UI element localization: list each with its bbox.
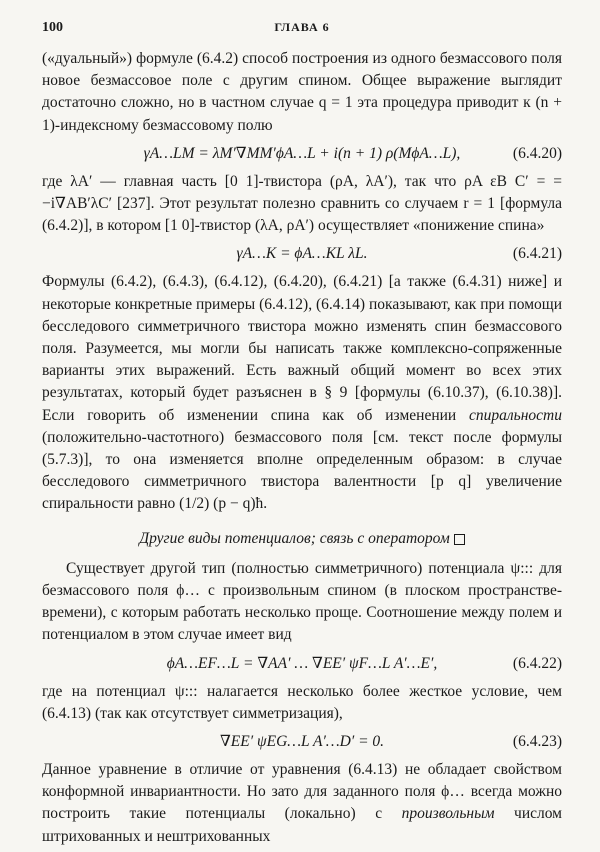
paragraph: где на потенциал ψ::: налагается несколько более жесткое условие, чем (6.4.13) (так как отсутствует симметризация), [42, 682, 562, 722]
section-heading-rest: ; связь с оператором [310, 529, 450, 547]
paragraph [42, 271, 562, 515]
equation-expression: γA…K = ϕA…KL λL. [236, 245, 368, 263]
text-run: (положительно-частотного) безмассового поля [см. текст после формулы (5.7.3)], то она изменяется вполне определенным образом: в случае бесследового симметричного твистора валентности [p q] увеличение спиральности равно (1/2) (p − q)ħ. [42, 428, 562, 513]
equation [42, 647, 562, 681]
emphasis: спиральности [469, 406, 562, 424]
equation-expression: ∇EE′ ψEG…L A′…D′ = 0. [219, 733, 385, 751]
end-box-icon [454, 534, 465, 545]
equation [42, 725, 562, 759]
text-run: числом штрихованных и нештрихованных [42, 805, 562, 845]
text-run: Данное уравнение в отличие от уравнения (6.4.13) не обладает свойством конформной инвариантности. Но зато для заданного поля ϕ… всегда можно построить такие потенциалы (локально) с [42, 761, 562, 823]
chapter-title: ГЛАВА 6 [274, 20, 330, 34]
equation-number: (6.4.21) [512, 245, 562, 263]
section-heading [42, 528, 562, 550]
paragraph: («дуальный») формуле (6.4.2) способ построения из одного безмассового поля новое безмассовое поле с другим спином. Общее выражение выглядит достаточно сложно, но в частном случае q = 1 эта процедура приводит к (n + 1)-индексному безмассовому полю [42, 50, 562, 134]
equation-number: (6.4.22) [512, 654, 562, 672]
paragraph: где λA′ — главная часть [0 1]-твистора (ρA, λA′), так что ρA εB C′ = = −i∇AB′λC′ [237]. Этот результат полезно сравнить со случаем r = 1 [формула (6.4.2)], в котором [1 0]-твистор (λA, ρA′) осуществляет «понижение спина» [42, 172, 562, 235]
paragraph [42, 759, 562, 848]
page-header [42, 20, 562, 40]
page-body [42, 48, 562, 848]
paragraph: Существует другой тип (полностью симметричного) потенциала ψ::: для безмассового поля ϕ… с произвольным спином (в плоском пространстве-времени), с которым работать несколько проще. Соотношение между полем и потенциалом в этом случае имеет вид [42, 559, 562, 644]
equation [42, 237, 562, 271]
text-run: Формулы (6.4.2), (6.4.3), (6.4.12), (6.4.20), (6.4.21) [а также (6.4.31) ниже] и некоторые конкретные примеры (6.4.12), (6.4.14) показывают, как при помощи бесследового симметричного твистора можно изменять спин безмассового поля. Разумеется, мы могли бы написать также комплексно-сопряженные варианты этих выражений. Есть важный общий момент во всех этих результатах, который будет разъяснен в § 9 [формулы (6.10.37), (6.10.38)]. Если говорить об изменении спина как об изменении [42, 273, 562, 424]
equation [42, 137, 562, 171]
equation-expression: ϕA…EF…L = ∇AA′ … ∇EE′ ψF…L A′…E′, [166, 654, 438, 672]
section-heading-emphasis: Другие виды потенциалов [139, 529, 311, 547]
equation-number: (6.4.23) [512, 733, 562, 751]
emphasis: произвольным [401, 805, 495, 823]
equation-number: (6.4.20) [512, 144, 562, 162]
page-number: 100 [42, 20, 63, 35]
equation-expression: γA…LM = λM′∇MM′ϕA…L + i(n + 1) ρ(MϕA…L), [143, 144, 461, 162]
